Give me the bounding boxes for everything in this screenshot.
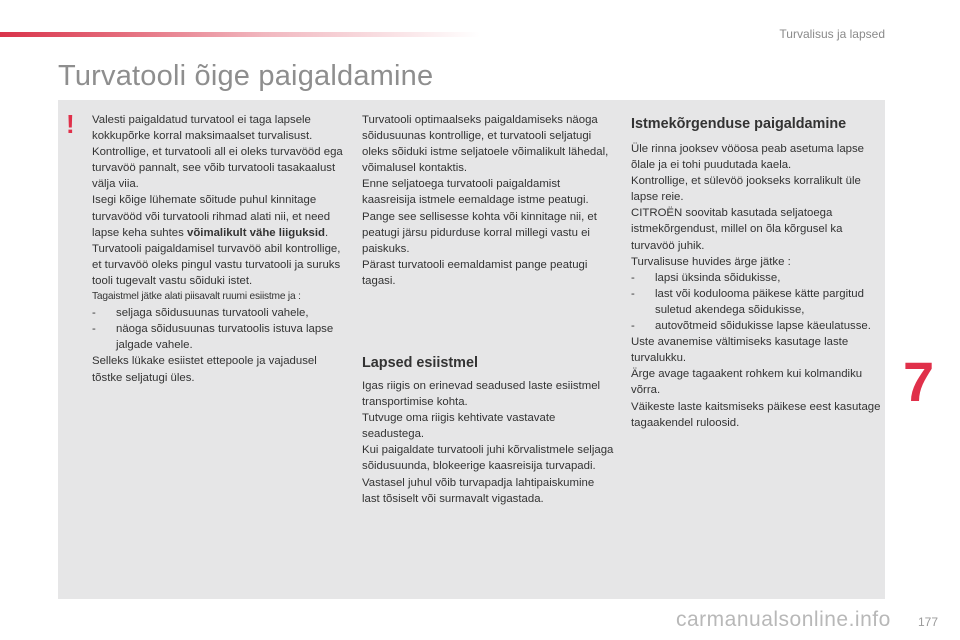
body-paragraph: CITROËN soovitab kasutada seljatoega istmekõrgendust, millel on õla kõrgusel ka turvavöö juhik. [631,207,843,252]
warning-paragraph: Kontrollige, et turvatooli all ei oleks turvavööd ega turvavöö pannalt, see võib turvatooli tasakaalust välja viia. [92,146,343,191]
emphasis-text: võimalikult vähe liiguksid [187,226,325,239]
body-paragraph: Kontrollige, et sülevöö jookseks korralikult üle lapse reie. [631,175,861,204]
section-title-istme: Istmekõrgenduse paigaldamine [631,116,847,132]
body-paragraph: Väikeste laste kaitsmiseks päikese eest kasutage tagaakendel ruloosid. [631,400,881,429]
list-item: - lapsi üksinda sõidukisse, [631,271,781,284]
warning-paragraph: Isegi kõige lühemate sõitude puhul kinnitage turvavööd või turvatooli rihmad alati nii, et need lapse keha suhtes võimalikult vähe liiguksid. [92,194,331,239]
body-paragraph: Turvalisuse huvides ärge jätke : [631,255,791,268]
body-paragraph: Enne seljatoega turvatooli paigaldamist kaasreisija istmele eemaldage istme peatugi. Pange see sellisesse kohta või kinnitage nii, et peatugi järsu pidurduse korral millegi vastu ei paiskuks. [362,178,597,255]
warning-paragraph: Turvatooli paigaldamisel turvavöö abil kontrollige, et turvavöö oleks pingul vastu turvatooli ja suruks tooli tugevalt vastu sõiduki istet. [92,242,341,287]
right-column [631,112,883,431]
header-accent-bar [0,32,480,37]
section-header: Turvalisus ja lapsed [779,27,885,41]
body-paragraph: Tutvuge oma riigis kehtivate vastavate seadustega. [362,412,556,441]
body-paragraph: Üle rinna jooksev vööosa peab asetuma lapse õlale ja ei tohi puudutada kaela. [631,143,865,172]
list-item: - autovõtmeid sõidukisse lapse käeulatusse. [631,320,871,333]
body-paragraph: Vastasel juhul võib turvapadja lahtipaiskumine last tõsiselt või surmavalt vigastada. [362,476,595,505]
body-paragraph: Igas riigis on erinevad seadused laste esiistmel transportimise kohta. [362,380,601,409]
list-item: - näoga sõidusuunas turvatoolis istuva lapse jalgade vahele. [92,323,334,352]
body-paragraph: Kui paigaldate turvatooli juhi kõrvalistmele seljaga sõidusuunda, blokeerige kaasreisija turvapadi. [362,444,614,473]
body-paragraph: Pärast turvatooli eemaldamist pange peatugi tagasi. [362,258,588,287]
watermark: carmanualsonline.info [676,608,891,631]
warning-paragraph: Valesti paigaldatud turvatool ei taga lapsele kokkupõrke korral maksimaalset turvalisust. [92,114,313,143]
body-paragraph: Uste avanemise vältimiseks kasutage laste turvalukku. [631,336,849,365]
list-item: - last või kodulooma päikese kätte pargitud suletud akendega sõidukisse, [631,287,864,316]
chapter-number: 7 [903,350,935,413]
warning-paragraph: Selleks lükake esiistet ettepoole ja vajadusel tõstke seljatugi üles. [92,355,317,384]
list-item: - seljaga sõidusuunas turvatooli vahele, [92,307,309,320]
body-paragraph: Turvatooli optimaalseks paigaldamiseks näoga sõidusuunas kontrollige, et turvatooli seljatugi oleks sõiduki istme seljatoele võimalikult lähedal, võimalusel kontaktis. [362,114,609,175]
warning-paragraph: Tagaistmel jätke alati piisavalt ruumi esiistme ja : [92,291,301,303]
lapsed-section [362,378,614,507]
middle-column [362,112,614,505]
body-paragraph: Ärge avage tagaakent rohkem kui kolmandiku võrra. [631,368,863,397]
section-title-lapsed: Lapsed esiistmel [362,355,478,371]
warning-icon: ! [66,109,75,139]
warning-column [92,112,350,386]
page-title: Turvatooli õige paigaldamine [58,60,434,92]
page-number: 177 [917,615,938,629]
